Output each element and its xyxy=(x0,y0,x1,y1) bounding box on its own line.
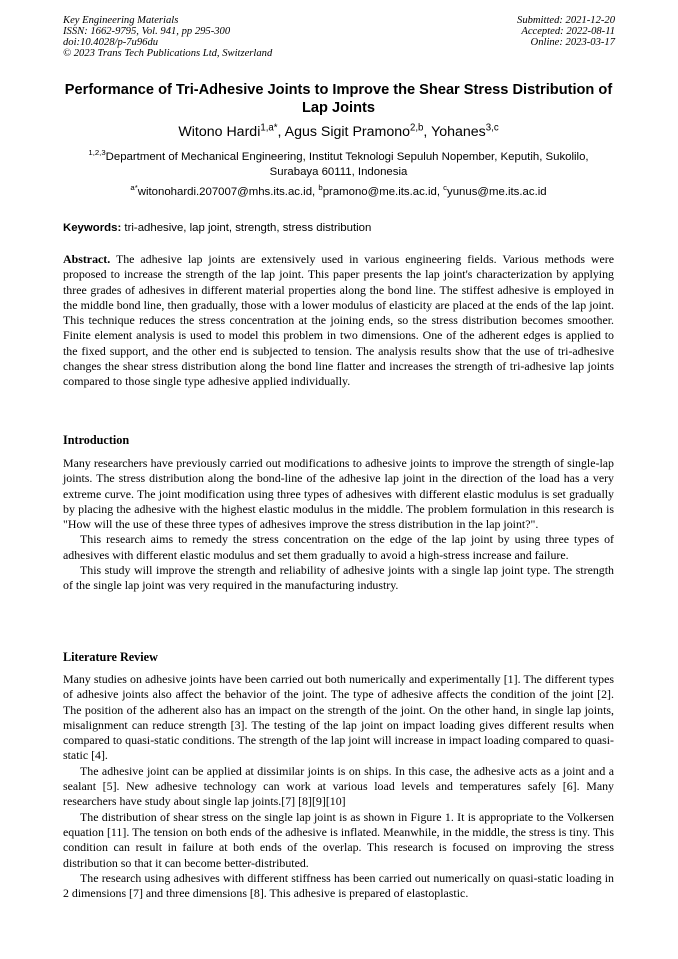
author-name: Witono Hardi xyxy=(178,124,261,140)
journal-name: Key Engineering Materials xyxy=(63,15,179,26)
journal-info xyxy=(63,15,272,59)
email-mark: a* xyxy=(130,183,138,193)
copyright: © 2023 Trans Tech Publications Ltd, Switzerland xyxy=(63,48,273,59)
keywords-label: Keywords: xyxy=(63,222,122,234)
abstract-label: Abstract. xyxy=(63,252,111,266)
author-affiliation-mark: 3,c xyxy=(485,122,499,134)
email-link[interactable]: yunus@me.its.ac.id xyxy=(447,186,547,198)
introduction-section xyxy=(63,456,614,594)
paper-title: Performance of Tri-Adhesive Joints to Improve the Shear Stress Distribution of Lap Joints xyxy=(64,82,613,116)
email-link[interactable]: witonohardi.207007@mhs.its.ac.id xyxy=(137,186,313,198)
paragraph: Many researchers have previously carried out modifications to adhesive joints to improve the strength of single-lap joints. The stress distribution along the bond-line of the adhesive lap joint in the direction of the load has a very extreme curve. The joint modification using three types of adhesives with different elastic modulus is set gradually by placing the adhesive with the highest elastic modulus in the middle. The problem formulation in this research is "How will the use of these three types of adhesives improve the stress distribution in the lap joint?". xyxy=(63,456,614,532)
author-name: Yohanes xyxy=(431,124,486,140)
doi: doi:10.4028/p-7u96du xyxy=(63,37,159,48)
affiliation xyxy=(63,150,614,179)
paragraph: The distribution of shear stress on the single lap joint is as shown in Figure 1. It is appropriate to the Volkersen equation [11]. The tension on both ends of the adhesive is inflated. Meanwhile, in the middle, the stress is tiny. This condition can result in failure at both ends of the overlap. This research is focused on improving the stress distribution so that it can become better-distributed. xyxy=(63,809,614,870)
online-date: Online: 2023-03-17 xyxy=(530,37,615,48)
email-mark: c xyxy=(443,183,448,193)
paragraph: This research aims to remedy the stress concentration on the edge of the lap joint by using three types of adhesives with different elastic modulus and set them gradually to avoid a high-stress increase and failure. xyxy=(63,532,614,562)
publication-dates xyxy=(517,15,615,48)
author-name: Agus Sigit Pramono xyxy=(284,124,411,140)
accepted-date: Accepted: 2022-08-11 xyxy=(521,26,615,37)
paragraph: The adhesive joint can be applied at dissimilar joints is on ships. In this case, the adhesive acts as a joint and a sealant [5]. New adhesive technology can work at various load levels and temperatures safely [6]. Many researchers have study about single lap joints.[7] [8][9][10] xyxy=(63,763,614,809)
author-affiliation-mark: 2,b xyxy=(410,122,424,134)
affiliation-text: Department of Mechanical Engineering, Institut Teknologi Sepuluh Nopember, Keputih, Sukolilo, Surabaya 60111, Indonesia xyxy=(105,151,589,178)
author-list: Witono Hardi$^{1,a*}$, Agus Sigit Pramono$^{2,b}$, Yohanes$^{3,c}$ xyxy=(178,122,499,140)
submitted-date: Submitted: 2021-12-20 xyxy=(517,15,615,26)
literature-review-section xyxy=(63,672,614,901)
issn: ISSN: 1662-9795, Vol. 941, pp 295-300 xyxy=(63,26,231,37)
paragraph: Many studies on adhesive joints have been carried out both numerically and experimentally [1]. The different types of adhesive joints also affect the behavior of the joint. The type of adhesive affects the condition of the joint [2]. The position of the adherent also has an impact on the strength of the joint. On the other hand, in single lap joints, misalignment can reduce strength [3]. The testing of the lap joint on impact loading gives different results when compared to quasi-static conditions. The strength of the lap joint will increase in impact loading compared to quasi-static [4]. xyxy=(63,672,614,763)
keywords-text: tri-adhesive, lap joint, strength, stress distribution xyxy=(124,222,372,234)
paragraph: This study will improve the strength and reliability of adhesive joints with a single lap joint type. The strength of the single lap joint was very required in the manufacturing industry. xyxy=(63,563,614,593)
email-link[interactable]: pramono@me.its.ac.id xyxy=(322,186,437,198)
author-emails: $^{a*}$witonohardi.207007@mhs.its.ac.id, $^b$pramono@me.its.ac.id, $^c$yunus@me.its.ac.id xyxy=(130,183,547,198)
author-affiliation-mark: 1,a* xyxy=(260,122,278,134)
email-mark: b xyxy=(318,183,323,193)
section-heading-literature-review: Literature Review xyxy=(63,650,158,664)
abstract xyxy=(63,252,614,390)
affiliation-mark: 1,2,3 xyxy=(88,148,106,158)
paragraph: The research using adhesives with different stiffness has been carried out numerically on quasi-static loading in 2 dimensions [7] and three dimensions [8]. This adhesive is prepared of elastoplastic. xyxy=(63,870,614,901)
keywords xyxy=(63,221,614,235)
abstract-text: The adhesive lap joints are extensively used in various engineering fields. Various methods were proposed to increase the strength of the lap joint. This paper presents the lap joint's characterization by applying three grades of adhesives in different material properties along the bond line. The stiffest adhesive is employed in the middle bond line, then gradually, those with a lower modulus of elasticity are placed at the ends of the lap joint. This technique reduces the stress concentration at the joining ends, so the stress distribution becomes smoother. Finite element analysis is used to model this problem in two dimensions. One of the adherent edges is applied to the fixed support, and the other end is subjected to tension. The analysis results show that the use of tri-adhesive changes the shear stress distribution along the bond line flatter and increases the strength of tri-adhesive lap joints compared to those single type adhesive applied individually. xyxy=(63,252,614,389)
section-heading-introduction: Introduction xyxy=(63,433,130,447)
